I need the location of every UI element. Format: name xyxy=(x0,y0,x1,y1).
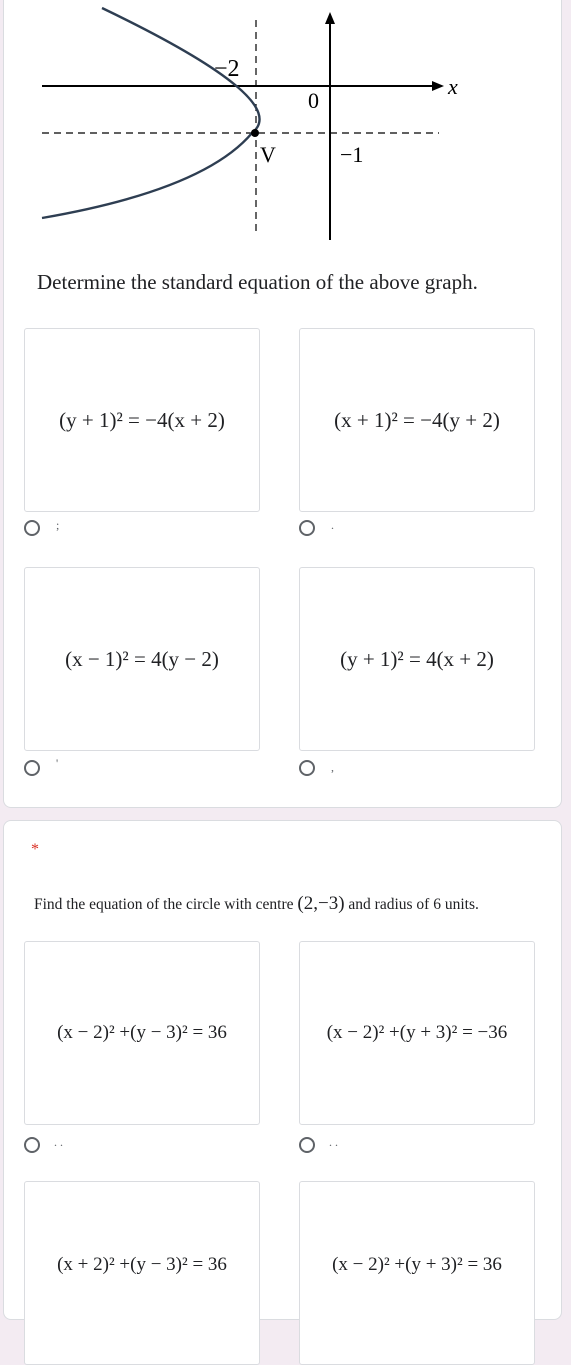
radio-option-6[interactable] xyxy=(299,1137,315,1153)
option-image-1[interactable] xyxy=(24,328,260,512)
label-minus-1: −1 xyxy=(340,142,364,167)
radio-option-1[interactable] xyxy=(24,520,40,536)
question-2-text-after: and radius of 6 units. xyxy=(348,896,479,913)
radio-option-5[interactable] xyxy=(24,1137,40,1153)
option-equation: (y + 1)² = −4(x + 2) xyxy=(59,407,225,432)
label-minus-2: −2 xyxy=(214,56,240,82)
parabola-graph xyxy=(24,0,458,250)
radio-option-4[interactable] xyxy=(299,760,315,776)
question-1-text: Determine the standard equation of the above graph. xyxy=(37,270,478,294)
option-image-7[interactable] xyxy=(24,1181,260,1365)
radio-label: ; xyxy=(56,518,60,532)
vertex-point xyxy=(251,129,259,137)
question-2-centre: (2,−3) xyxy=(297,893,345,914)
option-equation: (y + 1)² = 4(x + 2) xyxy=(340,646,494,671)
question-2-text xyxy=(34,893,479,915)
x-axis-label: x xyxy=(448,74,458,99)
question-2-text-before: Find the equation of the circle with centre xyxy=(34,896,294,913)
option-equation: (x − 2)² +(y + 3)² = −36 xyxy=(326,1022,508,1043)
radio-label: ' xyxy=(56,756,59,770)
option-equation: (x − 2)² +(y − 3)² = 36 xyxy=(57,1022,227,1043)
option-equation: (x − 1)² = 4(y − 2) xyxy=(65,646,219,671)
option-equation: (x + 2)² +(y − 3)² = 36 xyxy=(57,1254,227,1275)
option-equation: (x − 2)² +(y + 3)² = 36 xyxy=(332,1254,502,1275)
option-equation: (x + 1)² = −4(y + 2) xyxy=(334,407,500,432)
option-image-4[interactable] xyxy=(299,567,535,751)
x-axis-arrow xyxy=(432,81,444,91)
required-asterisk: * xyxy=(31,841,39,858)
option-image-6[interactable] xyxy=(299,941,535,1125)
parabola-curve xyxy=(42,8,260,218)
vertex-label: V xyxy=(260,142,276,167)
radio-option-3[interactable] xyxy=(24,760,40,776)
y-axis-arrow xyxy=(325,12,335,24)
option-image-2[interactable] xyxy=(299,328,535,512)
radio-label: , xyxy=(331,760,334,774)
origin-label: 0 xyxy=(308,88,319,113)
option-image-5[interactable] xyxy=(24,941,260,1125)
radio-label: . . xyxy=(54,1135,63,1149)
question-card-1 xyxy=(3,0,562,808)
radio-label: . . xyxy=(329,1135,338,1149)
option-image-3[interactable] xyxy=(24,567,260,751)
option-image-8[interactable] xyxy=(299,1181,535,1365)
radio-option-2[interactable] xyxy=(299,520,315,536)
question-card-2 xyxy=(3,820,562,1320)
radio-label: . xyxy=(331,518,334,532)
